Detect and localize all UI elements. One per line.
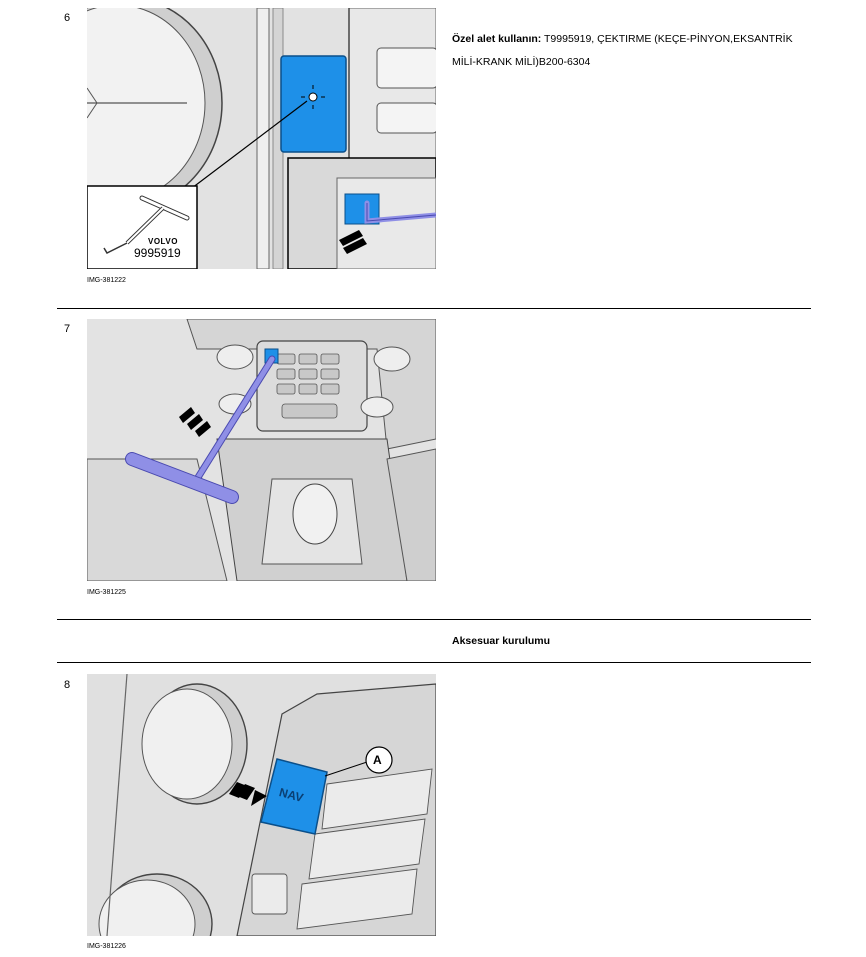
- tool-number-label: 9995919: [134, 246, 181, 260]
- divider: [57, 619, 811, 620]
- figure-step-8: [87, 674, 436, 936]
- figure-step-6: [87, 8, 436, 269]
- step-number-8: 8: [64, 679, 71, 691]
- step-number-7: 7: [64, 323, 71, 335]
- divider: [57, 308, 811, 309]
- step-number-6: 6: [64, 12, 71, 24]
- instruction-text: T9995919, ÇEKTIRME (KEÇE-PİNYON,EKSANTRİK MİLİ-KRANK MİLİ)B200-6304: [452, 33, 793, 68]
- figure-caption-8: IMG-381226: [87, 943, 126, 950]
- instruction-step-6: [452, 28, 817, 74]
- section-title: Aksesuar kurulumu: [452, 635, 551, 647]
- illustration-nav-button: [87, 674, 436, 936]
- instruction-label: Özel alet kullanın:: [452, 33, 542, 45]
- illustration-center-console: [87, 319, 436, 581]
- tool-brand-label: VOLVO: [148, 237, 178, 246]
- divider: [57, 662, 811, 663]
- highlighted-panel: [281, 56, 346, 152]
- figure-caption-6: IMG-381222: [87, 277, 126, 284]
- figure-caption-7: IMG-381225: [87, 589, 126, 596]
- figure-step-7: [87, 319, 436, 581]
- callout-label: A: [373, 753, 382, 767]
- illustration-door-handle: [87, 8, 436, 269]
- nav-button-label: NAV: [277, 785, 305, 805]
